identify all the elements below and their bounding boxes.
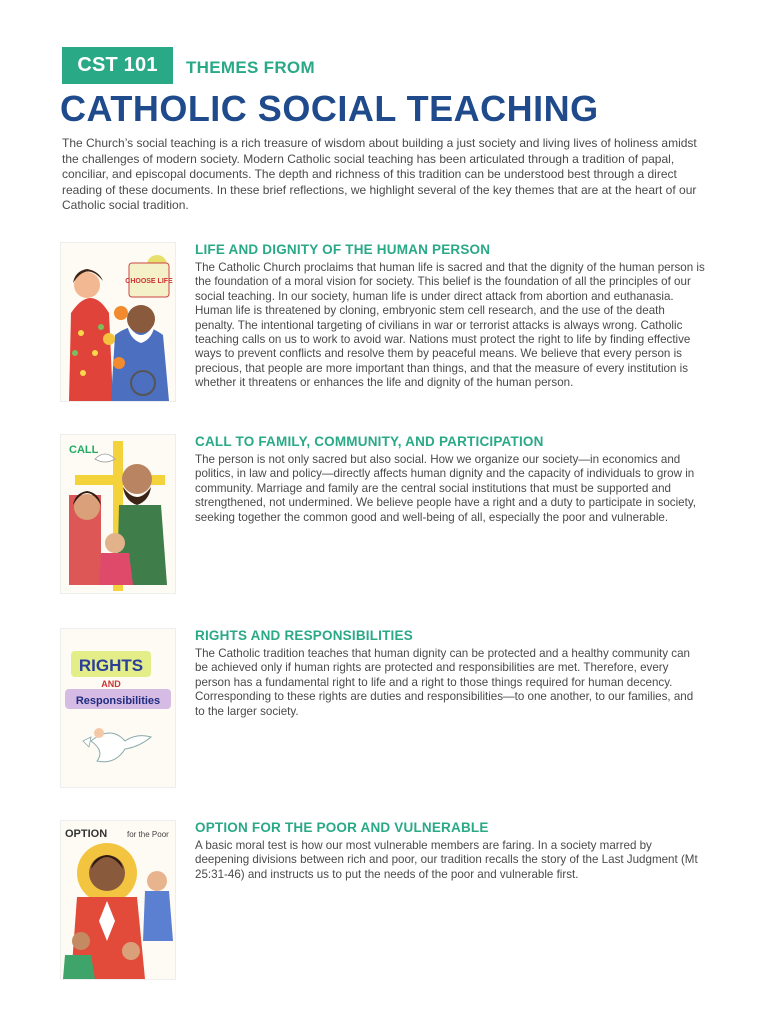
section-body: The Catholic Church proclaims that human life is sacred and that the dignity of the human person is the foundation of a moral vision for society. This belief is the foundation of all the principles of our social teaching. In our society, human life is under direct attack from abortion and euthanasia. Human life is threatened by cloning, embryonic stem cell research, and the use of the death penalty. The intentional targeting of civilians in war or terrorist attacks is always wrong. Catholic teaching calls on us to work to avoid war. Nations must protect the right to life by finding effective ways to prevent conflicts and resolve them by peaceful means. We believe that every person is precious, that people are more important than things, and that the measure of every institution is whether it threatens or enhances the life and dignity of the human person.	[195, 261, 705, 390]
kicker: THEMES FROM	[186, 58, 315, 77]
rights-responsibilities-illustration	[60, 628, 176, 788]
option-poor-illustration	[60, 820, 176, 980]
art-text: Responsibilities	[75, 695, 161, 707]
section-body: A basic moral test is how our most vulnerable members are faring. In a society marred by deepening divisions between rich and poor, our tradition recalls the story of the Last Judgment (Mt 25:31-46) and instructs us to put the needs of the poor and vulnerable first.	[195, 839, 698, 881]
page-title: CATHOLIC SOCIAL TEACHING	[60, 88, 599, 129]
art-text: for the Poor	[127, 830, 169, 839]
art-text: OPTION	[65, 828, 108, 840]
family-community-illustration	[60, 434, 176, 594]
section-title: LIFE AND DIGNITY OF THE HUMAN PERSON	[195, 242, 491, 257]
section-title: RIGHTS AND RESPONSIBILITIES	[195, 628, 413, 643]
life-dignity-illustration	[60, 242, 176, 402]
course-badge: CST 101	[62, 47, 173, 84]
section-body: The Catholic tradition teaches that human dignity can be protected and a healthy community can be achieved only if human rights are protected and responsibilities are met. Therefore, every person has a fundamental right to life and a right to those things required for human decency. Corresponding to these rights are duties and responsibilities—to one another, to our families, and to the larger society.	[195, 647, 694, 718]
section-body: The person is not only sacred but also social. How we organize our society—in economics and politics, in law and policy—directly affects human dignity and the capacity of individuals to grow in community. Marriage and family are the central social institutions that must be supported and strengthened, not undermined. We believe people have a right and a duty to participate in society, seeking together the common good and well-being of all, especially the poor and vulnerable.	[195, 453, 696, 524]
sign-text: CHOOSE LIFE	[125, 278, 173, 285]
art-text: RIGHTS	[78, 656, 144, 675]
section-title: OPTION FOR THE POOR AND VULNERABLE	[195, 820, 489, 835]
intro-paragraph: The Church’s social teaching is a rich treasure of wisdom about building a just society and living lives of holiness amidst the challenges of modern society. Modern Catholic social teaching has been articulated through a tradition of papal, conciliar, and episcopal documents. The depth and richness of this tradition can be understood best through a direct reading of these documents. In these brief reflections, we highlight several of the key themes that are at the heart of our Catholic social tradition.	[62, 136, 697, 213]
section-title: CALL TO FAMILY, COMMUNITY, AND PARTICIPATION	[195, 434, 544, 449]
art-text: CALL	[69, 444, 99, 456]
art-text: AND	[101, 679, 121, 689]
